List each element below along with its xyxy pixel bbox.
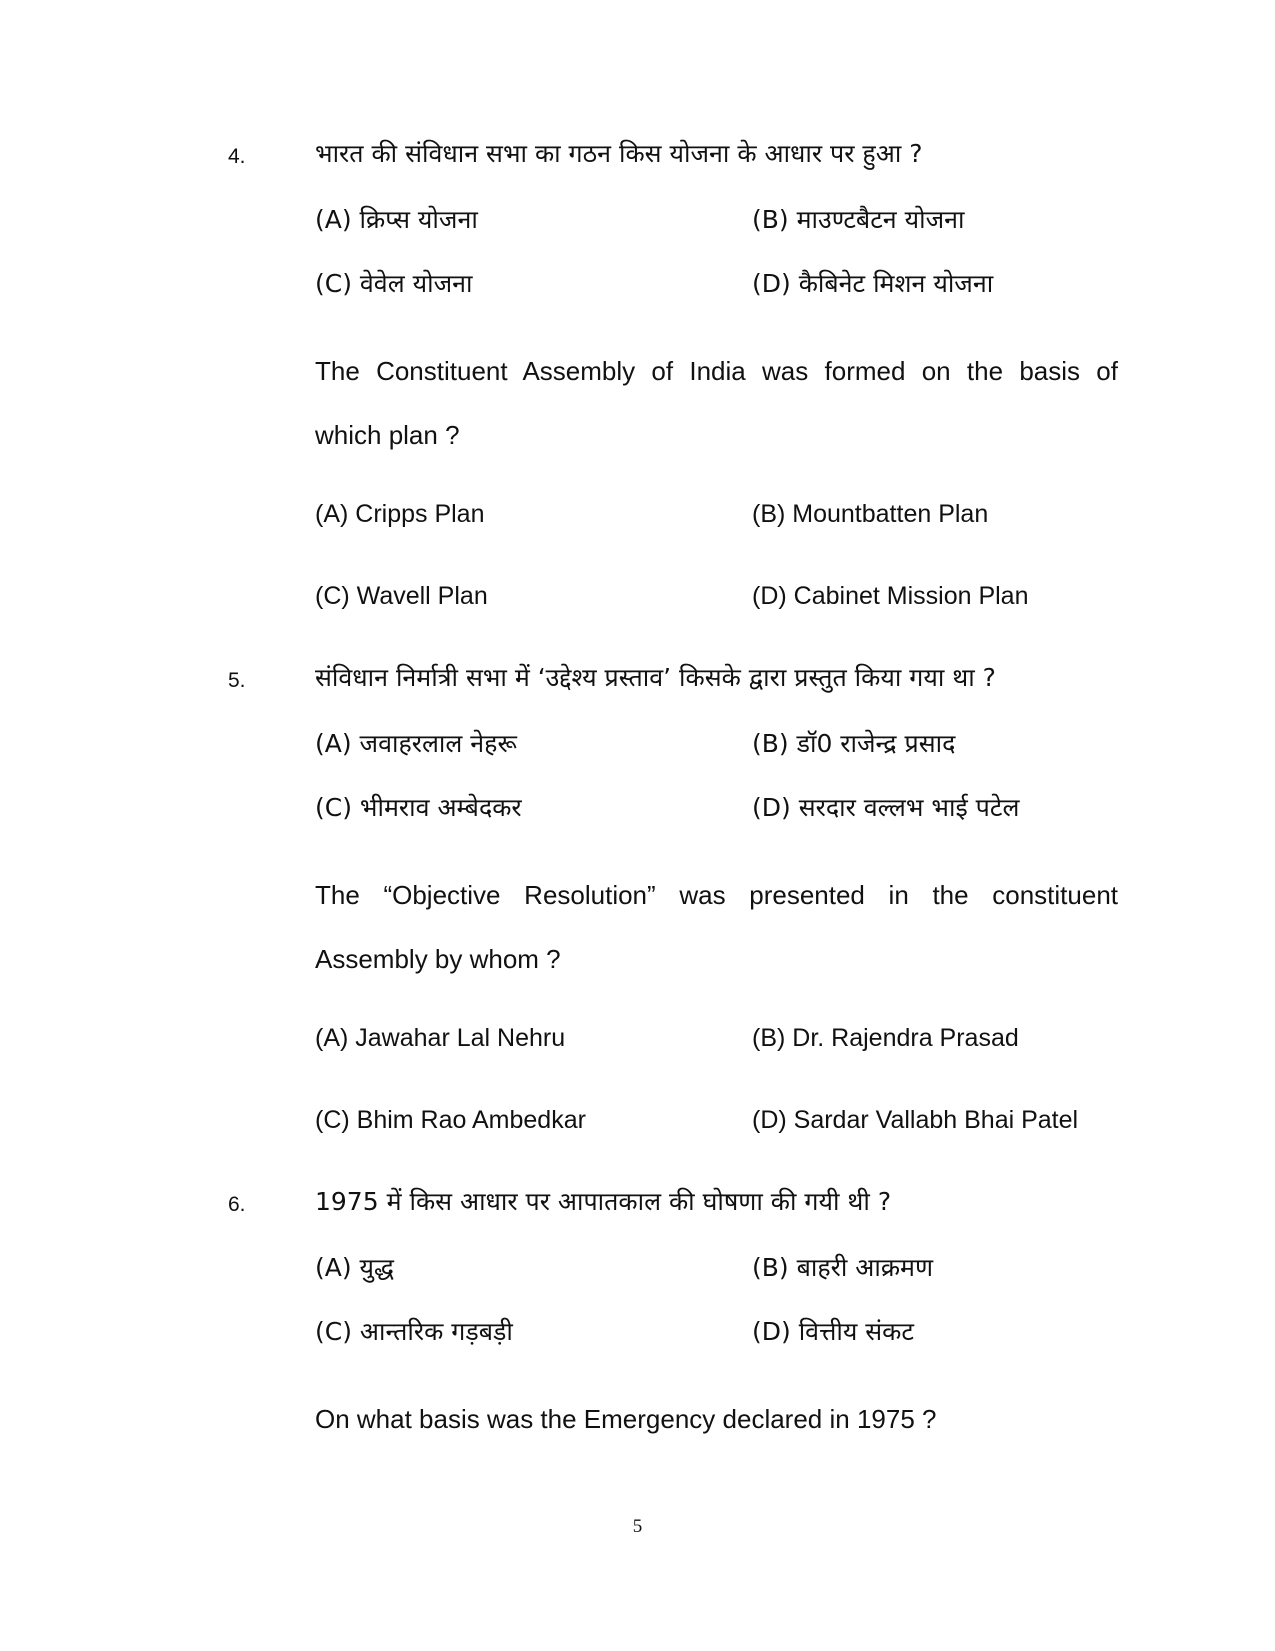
- question-4-english-line-1: The Constituent Assembly of India was formed on the basis of: [315, 356, 1118, 386]
- question-5-english-line-2: Assembly by whom ?: [315, 944, 561, 974]
- question-4-english-option-d: (D) Cabinet Mission Plan: [752, 582, 1029, 610]
- question-4-english-option-c: (C) Wavell Plan: [315, 582, 488, 610]
- question-5-hindi-option-b: (B) डॉ0 राजेन्द्र प्रसाद: [752, 729, 956, 758]
- question-4-hindi-option-a: (A) क्रिप्स योजना: [315, 205, 478, 234]
- question-4-english-option-a: (A) Cripps Plan: [315, 500, 485, 528]
- question-4-english-option-b: (B) Mountbatten Plan: [752, 500, 989, 528]
- question-4-hindi-option-d: (D) कैबिनेट मिशन योजना: [752, 269, 994, 298]
- question-4-number: 4.: [228, 145, 246, 168]
- question-4-hindi-option-b: (B) माउण्टबैटन योजना: [752, 205, 965, 234]
- question-5-hindi-option-a: (A) जवाहरलाल नेहरू: [315, 729, 517, 758]
- question-4-hindi-text: भारत की संविधान सभा का गठन किस योजना के आधार पर हुआ ?: [315, 139, 923, 168]
- question-6-english-text: [315, 1387, 1118, 1451]
- question-5-hindi-text: संविधान निर्मात्री सभा में ‘उद्देश्य प्रस्ताव’ किसके द्वारा प्रस्तुत किया गया था ?: [315, 663, 996, 692]
- question-5-english-option-c: (C) Bhim Rao Ambedkar: [315, 1106, 586, 1134]
- question-5-english-text: [315, 863, 1118, 991]
- question-5-hindi-option-d: (D) सरदार वल्लभ भाई पटेल: [752, 793, 1020, 822]
- question-6-hindi-option-b: (B) बाहरी आक्रमण: [752, 1253, 934, 1282]
- question-6-hindi-option-c: (C) आन्तरिक गड़बड़ी: [315, 1317, 513, 1346]
- question-5-english-line-1: The “Objective Resolution” was presented in the constituent: [315, 880, 1118, 910]
- question-5-hindi-option-c: (C) भीमराव अम्बेदकर: [315, 793, 522, 822]
- question-5-english-option-a: (A) Jawahar Lal Nehru: [315, 1024, 566, 1052]
- question-6-number: 6.: [228, 1193, 246, 1216]
- page-number: 5: [632, 1516, 643, 1537]
- question-6-english-line-1: On what basis was the Emergency declared in 1975 ?: [315, 1404, 937, 1434]
- question-6-hindi-option-a: (A) युद्ध: [315, 1253, 395, 1282]
- question-4-english-line-2: which plan ?: [315, 420, 460, 450]
- question-5-number: 5.: [228, 669, 246, 692]
- question-6-hindi-text: 1975 में किस आधार पर आपातकाल की घोषणा की गयी थी ?: [315, 1187, 892, 1216]
- question-6-hindi-option-d: (D) वित्तीय संकट: [752, 1317, 914, 1346]
- question-4-hindi-option-c: (C) वेवेल योजना: [315, 269, 473, 298]
- question-4-english-text: [315, 339, 1118, 467]
- question-5-english-option-b: (B) Dr. Rajendra Prasad: [752, 1024, 1019, 1052]
- question-5-english-option-d: (D) Sardar Vallabh Bhai Patel: [752, 1106, 1079, 1134]
